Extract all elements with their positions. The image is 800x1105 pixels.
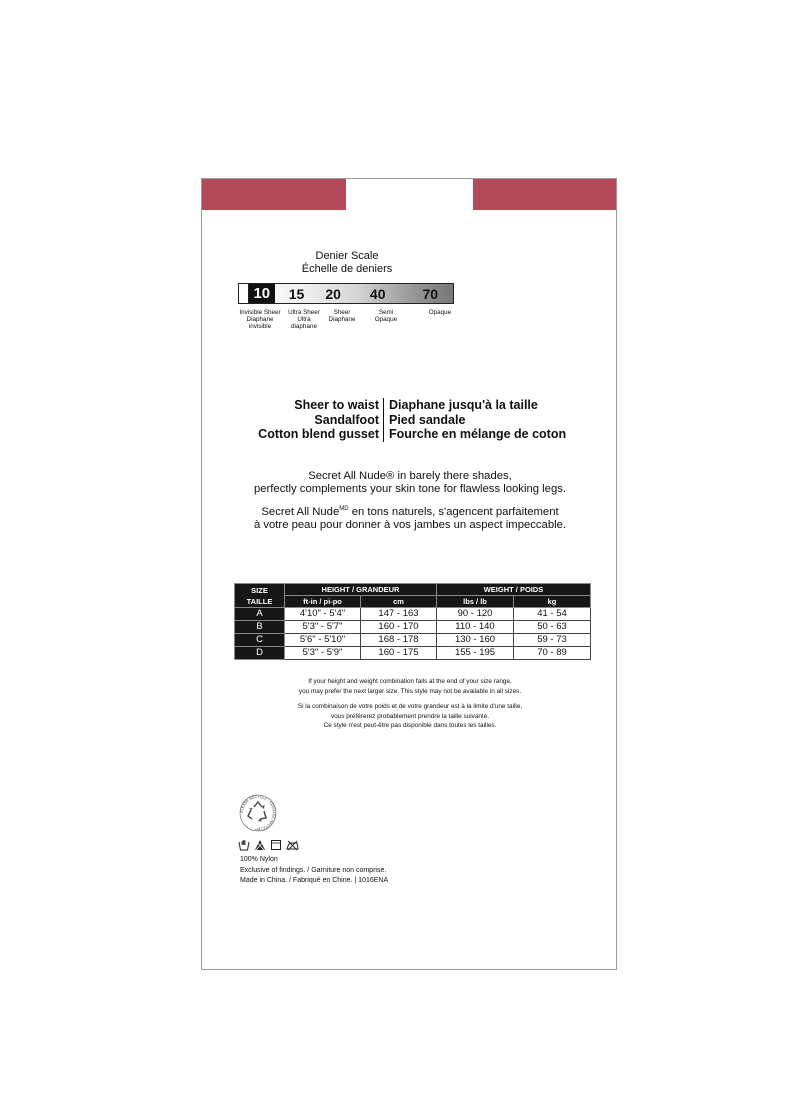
weight-header: WEIGHT / POIDS bbox=[437, 584, 591, 596]
findings-text: Exclusive of findings. / Garniture non comprise. bbox=[240, 866, 387, 874]
height-header: HEIGHT / GRANDEUR bbox=[285, 584, 437, 596]
do-not-iron-icon bbox=[286, 839, 299, 851]
denier-title-fr: Échelle de deniers bbox=[301, 263, 393, 275]
size-header: SIZE TAILLE bbox=[235, 584, 285, 608]
table-row: A 4'10" - 5'4" 147 - 163 90 - 120 41 - 54 bbox=[235, 608, 591, 621]
size-note-fr: Si la combinaison de votre poids et de votre grandeur est à la limite d'une taille, vous préférerez probablement prendre la taille suivante. Ce style n'est peut-être pas disponible dans toutes les tailles. bbox=[297, 703, 523, 729]
denier-label-15: Ultra Sheer Ultra diaphane bbox=[288, 309, 320, 330]
denier-value-10: 10 bbox=[249, 284, 275, 303]
table-row: C 5'6" - 5'10" 168 - 178 130 - 160 59 - 73 bbox=[235, 634, 591, 647]
feature-row: Sandalfoot Pied sandale bbox=[202, 413, 618, 428]
denier-value-20: 20 bbox=[325, 285, 341, 302]
table-row: D 5'3" - 5'9" 160 - 175 155 - 195 70 - 89 bbox=[235, 647, 591, 660]
denier-title-en: Denier Scale bbox=[315, 250, 379, 262]
denier-value-40: 40 bbox=[369, 285, 386, 302]
denier-label-70: Opaque bbox=[428, 309, 452, 316]
recycle-text: PLEASE RECYCLE · VEUILLEZ RECYCLER bbox=[239, 794, 277, 832]
description-fr: Secret All Nude$^{MD}$ en tons naturels, s'agencent parfaitement à votre peau pour donner à vos jambes un aspect impeccable. bbox=[253, 505, 567, 531]
denier-label-40: Semi Opaque bbox=[374, 309, 398, 323]
ftin-header: ft-in / pi-po bbox=[285, 596, 361, 608]
tumble-dry-icon bbox=[270, 839, 282, 851]
cm-header: cm bbox=[361, 596, 437, 608]
denier-label-10: Invisible Sheer Diaphane invisible bbox=[239, 309, 281, 330]
do-not-bleach-icon bbox=[254, 839, 266, 851]
denier-value-70: 70 bbox=[422, 285, 439, 302]
package-back-panel bbox=[201, 178, 617, 970]
denier-value-15: 15 bbox=[288, 285, 305, 302]
table-row: B 5'3" - 5'7" 160 - 170 110 - 140 50 - 63 bbox=[235, 621, 591, 634]
denier-label-20: Sheer Diaphane bbox=[328, 309, 356, 323]
origin-text: Made in China. / Fabriqué en Chine. | 1016ENA bbox=[240, 877, 389, 884]
size-note-en: If your height and weight combination falls at the end of your size range, you may prefer the next larger size. This style may not be available in all sizes. bbox=[298, 678, 522, 695]
feature-row: Sheer to waist Diaphane jusqu'à la taille bbox=[202, 398, 618, 413]
color-tab-right bbox=[473, 179, 616, 210]
material-text: 100% Nylon bbox=[240, 856, 278, 863]
fine-print bbox=[240, 855, 388, 887]
recycle-icon bbox=[238, 793, 278, 833]
hand-wash-icon bbox=[238, 839, 250, 851]
size-chart-table bbox=[234, 583, 591, 660]
denier-scale-title bbox=[202, 250, 492, 276]
care-instructions bbox=[238, 839, 299, 851]
lbs-header: lbs / lb bbox=[437, 596, 514, 608]
color-tab-left bbox=[202, 179, 346, 210]
kg-header: kg bbox=[514, 596, 591, 608]
description-en: Secret All Nude® in barely there shades, perfectly complements your skin tone for flawless looking legs. bbox=[253, 470, 567, 495]
denier-scale-bar bbox=[238, 283, 454, 304]
features-list bbox=[202, 398, 618, 442]
feature-row: Cotton blend gusset Fourche en mélange de coton bbox=[202, 427, 618, 442]
